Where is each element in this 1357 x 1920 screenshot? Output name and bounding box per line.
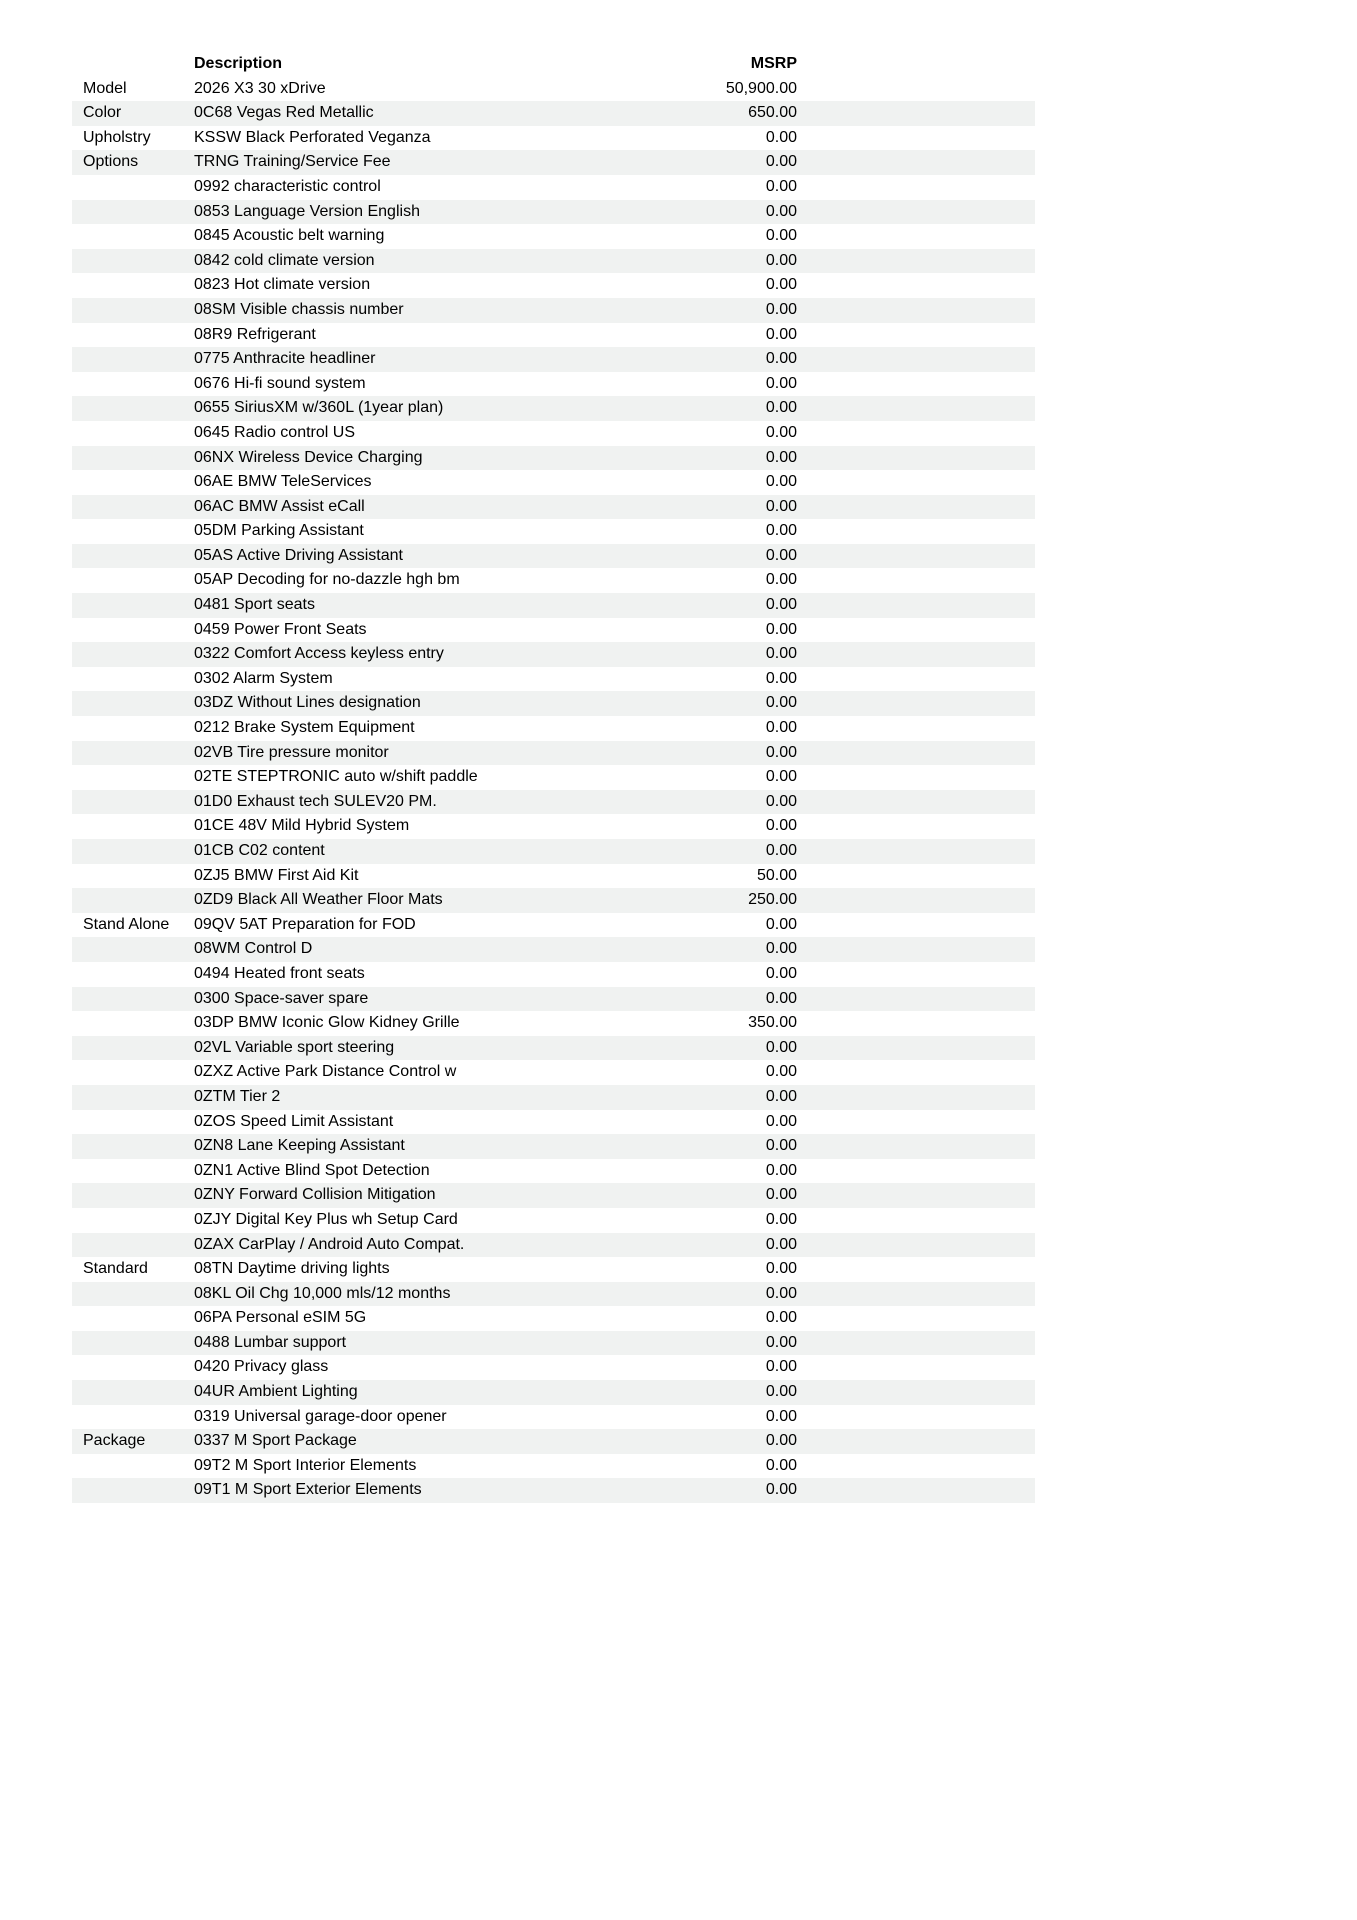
category-cell bbox=[72, 249, 194, 274]
category-cell bbox=[72, 1110, 194, 1135]
msrp-cell: 0.00 bbox=[765, 497, 797, 515]
description-cell: 09QV 5AT Preparation for FOD bbox=[194, 915, 416, 933]
msrp-cell: 0.00 bbox=[765, 1038, 797, 1056]
table-row bbox=[72, 1110, 1035, 1135]
table-row bbox=[72, 568, 1035, 593]
category-cell bbox=[72, 593, 194, 618]
description-cell: 0ZAX CarPlay / Android Auto Compat. bbox=[194, 1235, 465, 1253]
msrp-cell: 0.00 bbox=[765, 473, 797, 491]
description-cell: 02VL Variable sport steering bbox=[194, 1038, 395, 1056]
category-cell bbox=[72, 987, 194, 1012]
category-cell bbox=[72, 765, 194, 790]
spacer-cell bbox=[797, 200, 1035, 225]
category-cell bbox=[72, 691, 194, 716]
description-cell: 0319 Universal garage-door opener bbox=[194, 1407, 447, 1425]
spacer-cell bbox=[797, 495, 1035, 520]
spacer-cell bbox=[797, 323, 1035, 348]
description-cell: 0645 Radio control US bbox=[194, 423, 355, 441]
msrp-cell: 0.00 bbox=[765, 1432, 797, 1450]
category-cell bbox=[72, 1355, 194, 1380]
category-cell bbox=[72, 618, 194, 643]
table-row bbox=[72, 1454, 1035, 1479]
table-row bbox=[72, 1085, 1035, 1110]
msrp-cell: 0.00 bbox=[765, 251, 797, 269]
spacer-cell bbox=[797, 1405, 1035, 1430]
description-cell: 0302 Alarm System bbox=[194, 669, 333, 687]
description-cell: 0322 Comfort Access keyless entry bbox=[194, 645, 444, 663]
category-cell bbox=[72, 396, 194, 421]
spacer-cell bbox=[797, 273, 1035, 298]
description-cell: 02VB Tire pressure monitor bbox=[194, 743, 389, 761]
table-row bbox=[72, 273, 1035, 298]
msrp-cell: 0.00 bbox=[765, 325, 797, 343]
table-row bbox=[72, 1011, 1035, 1036]
category-cell bbox=[72, 1454, 194, 1479]
category-cell bbox=[72, 175, 194, 200]
spacer-cell bbox=[797, 1306, 1035, 1331]
description-cell: 0459 Power Front Seats bbox=[194, 620, 367, 638]
spacer-cell bbox=[797, 741, 1035, 766]
category-cell bbox=[72, 667, 194, 692]
table-row bbox=[72, 175, 1035, 200]
category-cell bbox=[72, 962, 194, 987]
table-row bbox=[72, 396, 1035, 421]
spacer-cell bbox=[797, 1060, 1035, 1085]
msrp-cell: 0.00 bbox=[765, 915, 797, 933]
description-cell: 01D0 Exhaust tech SULEV20 PM. bbox=[194, 792, 437, 810]
spacer-cell bbox=[797, 1355, 1035, 1380]
spacer-cell bbox=[797, 1036, 1035, 1061]
table-row bbox=[72, 642, 1035, 667]
category-cell bbox=[72, 372, 194, 397]
spacer-cell bbox=[797, 77, 1035, 102]
description-cell: 0ZTM Tier 2 bbox=[194, 1087, 281, 1105]
msrp-cell: 0.00 bbox=[765, 423, 797, 441]
table-row bbox=[72, 1159, 1035, 1184]
category-cell bbox=[72, 1380, 194, 1405]
description-cell: 08WM Control D bbox=[194, 940, 313, 958]
vehicle-pricing-table bbox=[72, 52, 1035, 1503]
msrp-cell: 0.00 bbox=[765, 1383, 797, 1401]
spacer-cell bbox=[797, 691, 1035, 716]
table-row bbox=[72, 1429, 1035, 1454]
table-row bbox=[72, 421, 1035, 446]
table-row bbox=[72, 372, 1035, 397]
spacer-cell bbox=[797, 987, 1035, 1012]
category-cell bbox=[72, 568, 194, 593]
spacer-cell bbox=[797, 618, 1035, 643]
msrp-header-cell: MSRP bbox=[750, 55, 797, 72]
spacer-cell bbox=[797, 101, 1035, 126]
spacer-cell bbox=[797, 126, 1035, 151]
spacer-cell bbox=[797, 1110, 1035, 1135]
msrp-cell: 0.00 bbox=[765, 202, 797, 220]
table-row bbox=[72, 200, 1035, 225]
description-cell: 08R9 Refrigerant bbox=[194, 325, 316, 343]
msrp-cell: 0.00 bbox=[765, 1284, 797, 1302]
description-cell: 0823 Hot climate version bbox=[194, 276, 371, 294]
description-cell: 0ZN8 Lane Keeping Assistant bbox=[194, 1137, 405, 1155]
description-cell: 09T1 M Sport Exterior Elements bbox=[194, 1481, 422, 1499]
spacer-cell bbox=[797, 396, 1035, 421]
msrp-cell: 50,900.00 bbox=[725, 79, 797, 97]
description-cell: 0ZXZ Active Park Distance Control w bbox=[194, 1063, 457, 1081]
msrp-cell: 0.00 bbox=[765, 842, 797, 859]
msrp-cell: 0.00 bbox=[765, 940, 797, 958]
category-cell bbox=[72, 1233, 194, 1258]
msrp-cell: 0.00 bbox=[765, 620, 797, 638]
spacer-cell bbox=[797, 642, 1035, 667]
description-cell: 0842 cold climate version bbox=[194, 251, 375, 269]
table-row bbox=[72, 249, 1035, 274]
msrp-cell: 0.00 bbox=[765, 719, 797, 737]
description-cell: 01CB C02 content bbox=[194, 842, 325, 859]
spacer-cell bbox=[797, 1380, 1035, 1405]
category-cell bbox=[72, 716, 194, 741]
category-cell bbox=[72, 1159, 194, 1184]
category-cell: Stand Alone bbox=[83, 915, 170, 933]
category-cell bbox=[72, 1183, 194, 1208]
table-row bbox=[72, 1183, 1035, 1208]
table-row bbox=[72, 618, 1035, 643]
msrp-cell: 0.00 bbox=[765, 792, 797, 810]
spacer-cell bbox=[797, 372, 1035, 397]
category-cell bbox=[72, 200, 194, 225]
msrp-cell: 0.00 bbox=[765, 768, 797, 786]
spacer-cell bbox=[797, 913, 1035, 938]
spacer-cell bbox=[797, 175, 1035, 200]
msrp-cell: 0.00 bbox=[765, 546, 797, 564]
table-row bbox=[72, 667, 1035, 692]
category-cell bbox=[72, 1478, 194, 1503]
table-row bbox=[72, 519, 1035, 544]
description-cell: TRNG Training/Service Fee bbox=[194, 153, 391, 171]
msrp-cell: 0.00 bbox=[765, 669, 797, 687]
spacer-cell bbox=[797, 593, 1035, 618]
category-cell bbox=[72, 814, 194, 839]
msrp-cell: 0.00 bbox=[765, 571, 797, 589]
msrp-cell: 0.00 bbox=[765, 964, 797, 982]
description-cell: 0676 Hi-fi sound system bbox=[194, 374, 366, 392]
msrp-cell: 0.00 bbox=[765, 399, 797, 417]
description-cell: 05DM Parking Assistant bbox=[194, 522, 364, 540]
table-row bbox=[72, 839, 1035, 864]
table-row bbox=[72, 1233, 1035, 1258]
msrp-cell: 0.00 bbox=[765, 300, 797, 318]
msrp-cell: 0.00 bbox=[765, 177, 797, 195]
category-cell bbox=[72, 273, 194, 298]
table-row bbox=[72, 790, 1035, 815]
spacer-cell bbox=[797, 716, 1035, 741]
description-cell: 0ZJY Digital Key Plus wh Setup Card bbox=[194, 1210, 458, 1228]
msrp-cell: 650.00 bbox=[748, 104, 797, 122]
category-cell bbox=[72, 642, 194, 667]
table-row bbox=[72, 470, 1035, 495]
category-cell: Standard bbox=[83, 1260, 148, 1278]
msrp-cell: 0.00 bbox=[765, 1063, 797, 1081]
msrp-cell: 0.00 bbox=[765, 1309, 797, 1327]
msrp-cell: 0.00 bbox=[765, 596, 797, 614]
description-cell: 08TN Daytime driving lights bbox=[194, 1260, 390, 1278]
category-cell bbox=[72, 446, 194, 471]
msrp-cell: 0.00 bbox=[765, 1112, 797, 1130]
description-cell: 0494 Heated front seats bbox=[194, 964, 365, 982]
category-cell bbox=[72, 1134, 194, 1159]
category-header-cell bbox=[72, 52, 194, 77]
spacer-cell bbox=[797, 1233, 1035, 1258]
table-row bbox=[72, 593, 1035, 618]
table-row bbox=[72, 323, 1035, 348]
msrp-cell: 0.00 bbox=[765, 694, 797, 712]
table-body bbox=[72, 77, 1035, 1503]
description-cell: 02TE STEPTRONIC auto w/shift paddle bbox=[194, 768, 478, 786]
spacer-cell bbox=[797, 1454, 1035, 1479]
spacer-cell bbox=[797, 1208, 1035, 1233]
table-row bbox=[72, 888, 1035, 913]
table-row bbox=[72, 962, 1035, 987]
msrp-cell: 0.00 bbox=[765, 448, 797, 466]
table-row bbox=[72, 1380, 1035, 1405]
spacer-cell bbox=[797, 1478, 1035, 1503]
table-row bbox=[72, 937, 1035, 962]
category-cell bbox=[72, 790, 194, 815]
table-row bbox=[72, 1134, 1035, 1159]
description-cell: 03DZ Without Lines designation bbox=[194, 694, 421, 712]
spacer-cell bbox=[797, 1134, 1035, 1159]
spacer-cell bbox=[797, 421, 1035, 446]
table-row bbox=[72, 987, 1035, 1012]
category-cell bbox=[72, 298, 194, 323]
spacer-cell bbox=[797, 839, 1035, 864]
table-row bbox=[72, 691, 1035, 716]
category-cell bbox=[72, 1036, 194, 1061]
table-row bbox=[72, 77, 1035, 102]
description-cell: 0845 Acoustic belt warning bbox=[194, 227, 385, 245]
msrp-cell: 0.00 bbox=[765, 1260, 797, 1278]
category-cell bbox=[72, 1011, 194, 1036]
description-header-cell: Description bbox=[194, 55, 283, 72]
category-cell bbox=[72, 224, 194, 249]
category-cell bbox=[72, 888, 194, 913]
spacer-cell bbox=[797, 962, 1035, 987]
category-cell: Model bbox=[83, 79, 127, 97]
table-row bbox=[72, 913, 1035, 938]
table-row bbox=[72, 1036, 1035, 1061]
msrp-cell: 0.00 bbox=[765, 1235, 797, 1253]
description-cell: 08SM Visible chassis number bbox=[194, 300, 404, 318]
description-cell: 0853 Language Version English bbox=[194, 202, 420, 220]
msrp-cell: 0.00 bbox=[765, 743, 797, 761]
msrp-cell: 250.00 bbox=[748, 891, 797, 909]
spacer-cell bbox=[797, 1282, 1035, 1307]
msrp-cell: 0.00 bbox=[765, 1087, 797, 1105]
category-cell bbox=[72, 1331, 194, 1356]
description-cell: 08KL Oil Chg 10,000 mls/12 months bbox=[194, 1284, 451, 1302]
table-row bbox=[72, 1355, 1035, 1380]
spacer-cell bbox=[797, 298, 1035, 323]
table-row bbox=[72, 1257, 1035, 1282]
msrp-cell: 0.00 bbox=[765, 1137, 797, 1155]
description-cell: 0488 Lumbar support bbox=[194, 1333, 347, 1351]
description-cell: 01CE 48V Mild Hybrid System bbox=[194, 817, 410, 835]
table-row bbox=[72, 150, 1035, 175]
msrp-cell: 0.00 bbox=[765, 276, 797, 294]
spacer-cell bbox=[797, 470, 1035, 495]
spacer-cell bbox=[797, 1257, 1035, 1282]
table-row bbox=[72, 1331, 1035, 1356]
category-cell bbox=[72, 519, 194, 544]
msrp-cell: 0.00 bbox=[765, 1358, 797, 1376]
description-cell: KSSW Black Perforated Veganza bbox=[194, 128, 431, 146]
msrp-cell: 0.00 bbox=[765, 1456, 797, 1474]
spacer-cell bbox=[797, 568, 1035, 593]
description-cell: 0655 SiriusXM w/360L (1year plan) bbox=[194, 399, 444, 417]
table-row bbox=[72, 101, 1035, 126]
category-cell bbox=[72, 495, 194, 520]
category-cell bbox=[72, 470, 194, 495]
spacer-cell bbox=[797, 224, 1035, 249]
description-cell: 0337 M Sport Package bbox=[194, 1432, 357, 1450]
category-cell bbox=[72, 421, 194, 446]
description-cell: 0ZNY Forward Collision Mitigation bbox=[194, 1186, 436, 1204]
description-cell: 0992 characteristic control bbox=[194, 177, 381, 195]
description-cell: 0ZOS Speed Limit Assistant bbox=[194, 1112, 394, 1130]
msrp-cell: 50.00 bbox=[756, 866, 797, 884]
msrp-cell: 0.00 bbox=[765, 374, 797, 392]
description-cell: 06NX Wireless Device Charging bbox=[194, 448, 423, 466]
msrp-cell: 0.00 bbox=[765, 1186, 797, 1204]
category-cell bbox=[72, 1208, 194, 1233]
spacer-cell bbox=[797, 1159, 1035, 1184]
table-row bbox=[72, 1208, 1035, 1233]
msrp-cell: 0.00 bbox=[765, 350, 797, 368]
msrp-cell: 0.00 bbox=[765, 1407, 797, 1425]
spacer-cell bbox=[797, 790, 1035, 815]
description-cell: 05AP Decoding for no-dazzle hgh bm bbox=[194, 571, 460, 589]
spacer-cell bbox=[797, 1011, 1035, 1036]
category-cell bbox=[72, 741, 194, 766]
category-cell: Package bbox=[83, 1432, 146, 1450]
table-row bbox=[72, 224, 1035, 249]
msrp-cell: 0.00 bbox=[765, 989, 797, 1007]
category-cell bbox=[72, 937, 194, 962]
description-cell: 0ZD9 Black All Weather Floor Mats bbox=[194, 891, 443, 909]
table-row bbox=[72, 765, 1035, 790]
description-cell: 06AE BMW TeleServices bbox=[194, 473, 372, 491]
category-cell: Upholstry bbox=[83, 128, 151, 146]
msrp-cell: 0.00 bbox=[765, 522, 797, 540]
table-row bbox=[72, 1478, 1035, 1503]
category-cell bbox=[72, 544, 194, 569]
description-cell: 0ZJ5 BMW First Aid Kit bbox=[194, 866, 359, 884]
description-cell: 2026 X3 30 xDrive bbox=[194, 79, 326, 97]
description-cell: 06AC BMW Assist eCall bbox=[194, 497, 365, 515]
msrp-cell: 0.00 bbox=[765, 153, 797, 171]
msrp-cell: 0.00 bbox=[765, 1161, 797, 1179]
spacer-cell bbox=[797, 249, 1035, 274]
msrp-cell: 0.00 bbox=[765, 227, 797, 245]
category-cell: Options bbox=[83, 153, 139, 171]
description-cell: 0481 Sport seats bbox=[194, 596, 315, 614]
spacer-cell bbox=[797, 937, 1035, 962]
description-cell: 0ZN1 Active Blind Spot Detection bbox=[194, 1161, 430, 1179]
category-cell bbox=[72, 347, 194, 372]
spacer-cell bbox=[797, 544, 1035, 569]
table-row bbox=[72, 298, 1035, 323]
table-row bbox=[72, 716, 1035, 741]
description-cell: 06PA Personal eSIM 5G bbox=[194, 1309, 367, 1327]
spacer-cell bbox=[797, 1429, 1035, 1454]
table-header-row bbox=[72, 52, 1035, 77]
spacer-cell bbox=[797, 888, 1035, 913]
spacer-cell bbox=[797, 864, 1035, 889]
description-cell: 0C68 Vegas Red Metallic bbox=[194, 104, 374, 122]
table-row bbox=[72, 446, 1035, 471]
category-cell bbox=[72, 1085, 194, 1110]
category-cell: Color bbox=[83, 104, 122, 122]
table-row bbox=[72, 1405, 1035, 1430]
description-cell: 04UR Ambient Lighting bbox=[194, 1383, 358, 1401]
msrp-cell: 0.00 bbox=[765, 817, 797, 835]
category-cell bbox=[72, 864, 194, 889]
category-cell bbox=[72, 1060, 194, 1085]
category-cell bbox=[72, 1405, 194, 1430]
msrp-cell: 0.00 bbox=[765, 128, 797, 146]
description-cell: 0420 Privacy glass bbox=[194, 1358, 329, 1376]
table-row bbox=[72, 544, 1035, 569]
description-cell: 0300 Space-saver spare bbox=[194, 989, 369, 1007]
category-cell bbox=[72, 323, 194, 348]
table-row bbox=[72, 495, 1035, 520]
category-cell bbox=[72, 1306, 194, 1331]
description-cell: 03DP BMW Iconic Glow Kidney Grille bbox=[194, 1014, 460, 1032]
table-row bbox=[72, 1306, 1035, 1331]
category-cell bbox=[72, 1282, 194, 1307]
table-row bbox=[72, 741, 1035, 766]
description-cell: 05AS Active Driving Assistant bbox=[194, 546, 403, 564]
spacer-cell bbox=[797, 814, 1035, 839]
description-cell: 0212 Brake System Equipment bbox=[194, 719, 415, 737]
msrp-cell: 0.00 bbox=[765, 1210, 797, 1228]
spacer-cell bbox=[797, 1183, 1035, 1208]
table-row bbox=[72, 1282, 1035, 1307]
spacer-cell bbox=[797, 519, 1035, 544]
table-row bbox=[72, 864, 1035, 889]
table-row bbox=[72, 814, 1035, 839]
msrp-cell: 0.00 bbox=[765, 645, 797, 663]
category-cell bbox=[72, 839, 194, 864]
msrp-cell: 350.00 bbox=[748, 1014, 797, 1032]
spacer-cell bbox=[797, 765, 1035, 790]
spacer-cell bbox=[797, 1085, 1035, 1110]
spacer-cell bbox=[797, 446, 1035, 471]
spacer-cell bbox=[797, 347, 1035, 372]
spacer-cell bbox=[797, 52, 1035, 77]
spacer-cell bbox=[797, 150, 1035, 175]
msrp-cell: 0.00 bbox=[765, 1481, 797, 1499]
description-cell: 0775 Anthracite headliner bbox=[194, 350, 376, 368]
msrp-cell: 0.00 bbox=[765, 1333, 797, 1351]
table-row bbox=[72, 1060, 1035, 1085]
description-cell: 09T2 M Sport Interior Elements bbox=[194, 1456, 417, 1474]
spacer-cell bbox=[797, 667, 1035, 692]
spacer-cell bbox=[797, 1331, 1035, 1356]
table-row bbox=[72, 126, 1035, 151]
table-row bbox=[72, 347, 1035, 372]
